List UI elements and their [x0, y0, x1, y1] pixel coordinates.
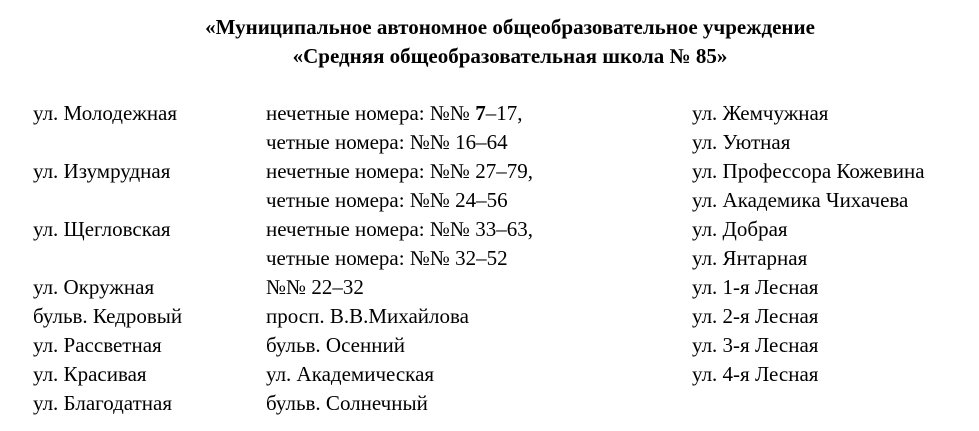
- house-range-text-end: –17,: [485, 101, 523, 125]
- street-name: ул. 1-я Лесная: [692, 275, 819, 299]
- street-name: ул. Жемчужная: [692, 101, 829, 125]
- house-range-text: нечетные номера: №№: [266, 101, 476, 125]
- header-line-1: «Муниципальное автономное общеобразовательное учреждение: [205, 15, 815, 39]
- street-name: ул. Щегловская: [33, 217, 171, 241]
- street-name: ул. Красивая: [33, 362, 147, 386]
- house-range: нечетные номера: №№ 27–79,: [266, 159, 533, 183]
- street-column-2: [266, 99, 533, 418]
- street-name: просп. В.В.Михайлова: [266, 304, 469, 328]
- street-name: бульв. Кедровый: [33, 304, 183, 328]
- street-name: ул. Академика Чихачева: [692, 188, 909, 212]
- street-name: ул. Уютная: [692, 130, 791, 154]
- street-name: ул. 4-я Лесная: [692, 362, 819, 386]
- house-range: четные номера: №№ 32–52: [266, 246, 508, 270]
- street-name: бульв. Осенний: [266, 333, 405, 357]
- house-range: четные номера: №№ 16–64: [266, 130, 508, 154]
- street-name: [33, 128, 182, 157]
- street-name: ул. Молодежная: [33, 101, 178, 125]
- street-name: [33, 244, 182, 273]
- street-name: ул. 2-я Лесная: [692, 304, 819, 328]
- street-name: ул. Добрая: [692, 217, 788, 241]
- header-line-2: «Средняя общеобразовательная школа № 85»: [292, 44, 728, 68]
- street-name: ул. Благодатная: [33, 391, 172, 415]
- street-name: ул. Академическая: [266, 362, 435, 386]
- street-column-1: [33, 99, 182, 418]
- house-range-bold-number: 7: [475, 101, 486, 125]
- street-name: ул. Профессора Кожевина: [692, 159, 925, 183]
- street-name: ул. Янтарная: [692, 246, 808, 270]
- street-name: ул. Рассветная: [33, 333, 162, 357]
- house-range: №№ 22–32: [266, 275, 364, 299]
- street-name: бульв. Солнечный: [266, 391, 428, 415]
- street-name: ул. Окружная: [33, 275, 155, 299]
- street-column-3: [692, 99, 925, 389]
- house-range: четные номера: №№ 24–56: [266, 188, 508, 212]
- house-range: нечетные номера: №№ 33–63,: [266, 217, 533, 241]
- house-range: [266, 99, 533, 128]
- street-name: ул. 3-я Лесная: [692, 333, 819, 357]
- street-name: [33, 186, 182, 215]
- street-name: ул. Изумрудная: [33, 159, 171, 183]
